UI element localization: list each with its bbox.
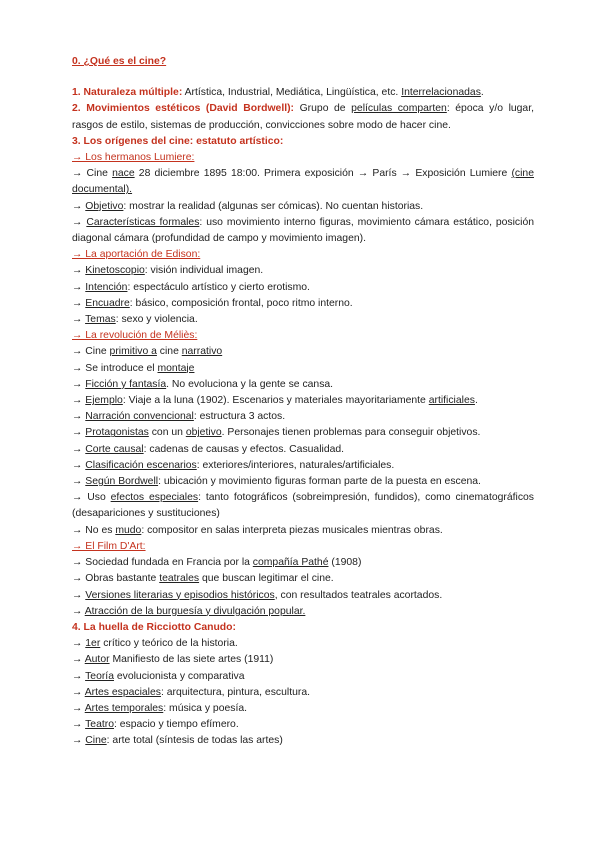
lumiere-l2-u: Objetivo (85, 200, 124, 212)
list-item (72, 636, 534, 652)
canudo-item-u: Autor (84, 654, 110, 666)
melies-l11-b: : compositor en salas interpreta piezas musicales mientras obras. (141, 524, 443, 536)
edison-item-t: : espectáculo artístico y cierto erotismo. (127, 281, 310, 293)
arrow-glyph: → (72, 735, 86, 747)
section-1-text: Artística, Industrial, Mediática, Lingüística, etc. (182, 87, 402, 99)
melies-l5-b: : estructura 3 actos. (193, 411, 286, 423)
arrow-glyph: → (72, 411, 86, 423)
melies-l10-b: : tanto fotográficos (sobreimpresión, fundidos), como cinematográficos (desapariciones y sustituciones) (72, 492, 534, 520)
section-1-heading: 1. Naturaleza múltiple: (72, 87, 183, 99)
melies-l11-a: → No es (72, 524, 116, 536)
canudo-item-t: : arte total (síntesis de todas las artes) (106, 735, 283, 747)
canudo-item-u: 1er (85, 638, 101, 650)
filmdart-l1-b: (1908) (328, 557, 362, 569)
filmdart-heading (72, 539, 534, 555)
arrow-glyph: → (72, 297, 86, 309)
melies-l3-b: . No evoluciona y la gente se cansa. (166, 378, 334, 390)
melies-l4-c: . (474, 395, 478, 407)
lumiere-line-2 (72, 199, 534, 215)
arrow-glyph: → (72, 719, 86, 731)
edison-item-u: Intención (85, 281, 128, 293)
melies-l7-b: : cadenas de causas y efectos. Casualidad. (143, 443, 345, 455)
arrow-glyph: → (72, 638, 86, 650)
edison-heading (72, 247, 534, 263)
lumiere-line-1 (72, 166, 534, 198)
list-item (72, 717, 534, 733)
lumiere-l1-b: 28 diciembre 1895 18:00. Primera exposición → París → Exposición Lumiere (134, 168, 512, 180)
arrow-glyph: → (72, 589, 86, 601)
section-2-underline: películas comparten (351, 103, 447, 115)
section-1-end: . (480, 87, 484, 99)
list-item (72, 685, 534, 701)
melies-l1-a: → Cine (72, 346, 110, 358)
canudo-item-u: Artes espaciales (84, 686, 161, 698)
arrow-glyph: → (72, 476, 86, 488)
melies-l3-u: Ficción y fantasía (85, 378, 167, 390)
arrow-glyph: → (72, 686, 85, 698)
melies-line-10 (72, 490, 534, 522)
edison-item-t: : sexo y violencia. (115, 314, 198, 326)
filmdart-line-2 (72, 571, 534, 587)
arrow-glyph: → (72, 265, 86, 277)
melies-l1-u1: primitivo a (109, 346, 157, 358)
arrow-glyph: → (72, 459, 86, 471)
melies-l6-c: . Personajes tienen problemas para conseguir objetivos. (221, 427, 481, 439)
list-item (72, 669, 534, 685)
filmdart-l4-u: Atracción de la burguesía y divulgación popular. (84, 605, 306, 617)
melies-l11-u: mudo (115, 524, 142, 536)
arrow-glyph: → (72, 395, 86, 407)
lumiere-l2-b: : mostrar la realidad (algunas ser cómicas). No cuentan historias. (123, 200, 424, 212)
lumiere-l1-u: nace (112, 168, 135, 180)
filmdart-l1-a: → Sociedad fundada en Francia por la (72, 557, 253, 569)
canudo-item-u: Artes temporales (84, 702, 164, 714)
arrow-glyph: → (72, 443, 86, 455)
melies-l9-b: : ubicación y movimiento figuras forman parte de la puesta en escena. (158, 476, 481, 488)
melies-l4-u2: artificiales (428, 395, 475, 407)
arrow-glyph: → (72, 314, 86, 326)
document-page (72, 54, 534, 750)
melies-l7-u: Corte causal (85, 443, 144, 455)
canudo-item-u: Teatro (85, 719, 114, 731)
canudo-item-t: : música y poesía. (163, 702, 248, 714)
melies-l8-b: : exteriores/interiores, naturales/artificiales. (196, 459, 395, 471)
melies-l4-b: : Viaje a la luna (1902). Escenarios y materiales mayoritariamente (122, 395, 429, 407)
filmdart-l1-u: compañía Pathé (252, 557, 329, 569)
arrow-glyph: → (72, 670, 86, 682)
section-4-heading: 4. La huella de Ricciotto Canudo: (72, 621, 236, 633)
edison-item-u: Encuadre (85, 297, 130, 309)
list-item (72, 701, 534, 717)
arrow-glyph: → (72, 427, 86, 439)
section-1 (72, 85, 534, 101)
melies-l10-u: efectos especiales (110, 492, 199, 504)
melies-l6-b: con un (148, 427, 186, 439)
canudo-item-t: crítico y teórico de la historia. (100, 638, 238, 650)
canudo-item-t: : arquitectura, pintura, escultura. (160, 686, 310, 698)
lumiere-heading-text: → Los hermanos Lumiere: (72, 152, 195, 164)
melies-l1-b: cine (156, 346, 182, 358)
melies-heading-text: → La revolución de Méliès: (72, 330, 198, 342)
melies-line-1 (72, 344, 534, 360)
edison-list (72, 263, 534, 328)
melies-l4-u: Ejemplo (85, 395, 123, 407)
melies-l9-u: Según Bordwell (85, 476, 159, 488)
list-item (72, 652, 534, 668)
edison-item-t: : básico, composición frontal, poco ritmo interno. (129, 297, 353, 309)
list-item (72, 312, 534, 328)
section-2-text-b: : época y/o lugar, rasgos de estilo, sistemas de producción, convicciones sobre modo de hacer cine. (72, 103, 534, 131)
arrow-glyph: → (72, 216, 87, 228)
melies-line-4 (72, 393, 534, 409)
edison-item-u: Temas (85, 314, 116, 326)
melies-line-5 (72, 409, 534, 425)
melies-l8-u: Clasificación escenarios (85, 459, 197, 471)
lumiere-line-3 (72, 215, 534, 247)
filmdart-l2-b: que buscan legitimar el cine. (199, 573, 334, 585)
doc-title: 0. ¿Qué es el cine? (72, 56, 167, 67)
melies-line-3 (72, 377, 534, 393)
arrow-glyph: → (72, 702, 85, 714)
lumiere-heading (72, 150, 534, 166)
melies-l6-u: Protagonistas (85, 427, 149, 439)
canudo-item-t: Manifiesto de las siete artes (1911) (109, 654, 274, 666)
section-2 (72, 101, 534, 133)
list-item (72, 733, 534, 749)
melies-l6-u2: objetivo (185, 427, 222, 439)
filmdart-line-3 (72, 588, 534, 604)
lumiere-l1-a: → Cine (72, 168, 113, 180)
filmdart-l3-u: Versiones literarias y episodios históricos (85, 589, 275, 601)
filmdart-line-4 (72, 604, 534, 620)
canudo-item-u: Cine (85, 735, 107, 747)
melies-line-9 (72, 474, 534, 490)
canudo-item-t: : espacio y tiempo efímero. (113, 719, 239, 731)
lumiere-l3-u: Características formales (86, 216, 200, 228)
canudo-list (72, 636, 534, 749)
filmdart-line-1 (72, 555, 534, 571)
filmdart-heading-text: → El Film D'Art: (72, 540, 146, 552)
section-3-heading: 3. Los orígenes del cine: estatuto artístico: (72, 135, 284, 147)
lumiere-l3-b: : uso movimiento interno figuras, movimiento cámara estático, posición diagonal cámara (profundidad de campo y movimiento imagen). (72, 216, 534, 245)
melies-heading (72, 328, 534, 344)
melies-line-7 (72, 442, 534, 458)
melies-line-6 (72, 425, 534, 441)
arrow-glyph: → (72, 605, 85, 617)
lumiere-l1-c: (cine documental). (72, 168, 534, 196)
list-item (72, 280, 534, 296)
arrow-glyph: → (72, 378, 86, 390)
arrow-glyph: → (72, 200, 86, 212)
melies-l10-a: → Uso (72, 492, 111, 504)
melies-l5-u: Narración convencional (85, 411, 194, 423)
melies-l1-u2: narrativo (181, 346, 223, 358)
canudo-item-u: Teoría (85, 670, 114, 682)
edison-item-u: Kinetoscopio (85, 265, 145, 277)
melies-l2-u: montaje (157, 362, 195, 374)
edison-heading-text: → La aportación de Edison: (72, 249, 201, 261)
edison-item-t: : visión individual imagen. (144, 265, 264, 277)
filmdart-l2-u: teatrales (159, 573, 200, 585)
melies-line-11 (72, 523, 534, 539)
section-2-text-a: Grupo de (294, 103, 352, 115)
melies-line-8 (72, 458, 534, 474)
canudo-item-t: evolucionista y comparativa (113, 670, 245, 682)
filmdart-l2-a: → Obras bastante (72, 573, 160, 585)
arrow-glyph: → (72, 281, 86, 293)
filmdart-l3-b: , con resultados teatrales acortados. (274, 589, 443, 601)
list-item (72, 263, 534, 279)
section-2-heading: 2. Movimientos estéticos (David Bordwell): (72, 103, 295, 115)
list-item (72, 296, 534, 312)
melies-l2-a: → Se introduce el (72, 362, 158, 374)
section-1-underline: Interrelacionadas (401, 87, 481, 99)
arrow-glyph: → (72, 654, 85, 666)
melies-line-2 (72, 361, 534, 377)
